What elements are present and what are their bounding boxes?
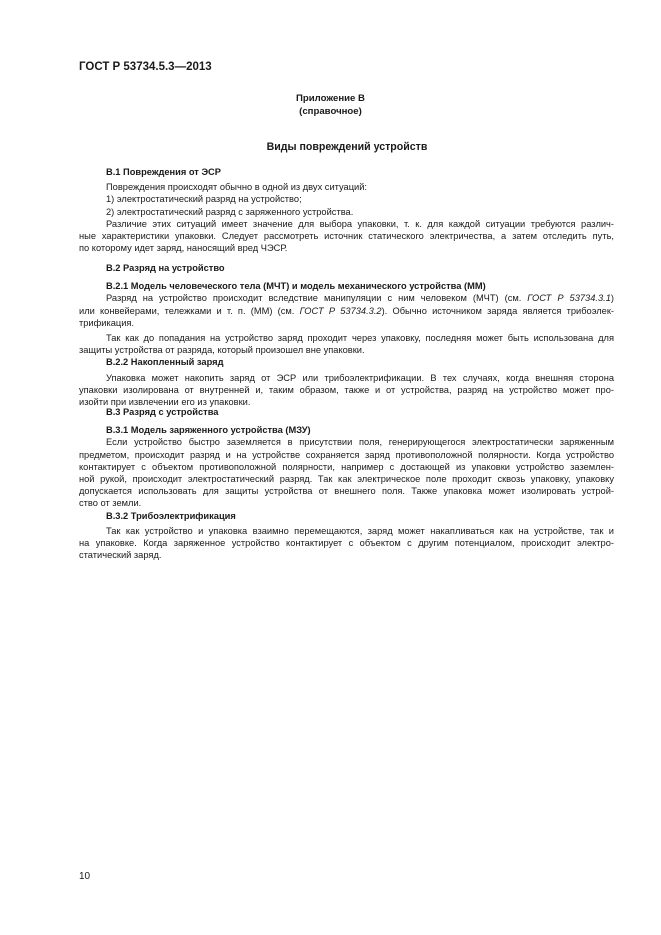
heading-b2-1: В.2.1 Модель человеческого тела (МЧТ) и модель механического устройства (ММ) [106, 281, 486, 292]
paragraph-line: Повреждения происходят обычно в одной из двух ситуаций: [106, 182, 368, 193]
paragraph-line: или конвейерами, тележками и т. п. (ММ) (см. ГОСТ Р 53734.3.2). Обычно источником заряда является трибоэлек- [79, 305, 614, 316]
paragraph-line: Разряд на устройство происходит вследствие манипуляции с ним человеком (МЧТ) (см. ГОСТ Р 53734.3.1) [106, 293, 614, 304]
paragraph-line: на упаковке. Когда заряженное устройство контактирует с объектом с другим потенциалом, происходит электро- [79, 538, 614, 549]
heading-b3-2: В.3.2 Трибоэлектрификация [106, 510, 236, 521]
paragraph-line: ной рукой, происходит электростатический разряд. Так как электрическое поле проходит сквозь упаковку, упаковку [79, 474, 614, 485]
heading-b2: В.2 Разряд на устройство [106, 263, 225, 273]
page-number: 10 [79, 871, 91, 882]
paragraph-line: Так как устройство и упаковка взаимно перемещаются, заряд может накапливаться как на устройстве, так и [106, 525, 614, 536]
heading-b3: В.3 Разряд с устройства [106, 407, 219, 417]
paragraph-line: изойти при извлечении его из упаковки. [79, 397, 251, 408]
annex-note: (справочное) [299, 106, 362, 117]
list-item: 1) электростатический разряд на устройство; [106, 194, 302, 205]
paragraph-line: ство от земли. [79, 498, 142, 509]
page-title: Виды повреждений устройств [266, 141, 428, 153]
heading-b1: В.1 Повреждения от ЭСР [106, 167, 221, 177]
paragraph-line: Так как до попадания на устройство заряд проходит через упаковку, последняя может быть использована для [106, 333, 614, 344]
paragraph-line: упаковки изолирована от внутренней и, таким образом, также и от устройства, разряд на устройство может про- [79, 384, 614, 395]
paragraph-line: Упаковка может накопить заряд от ЭСР или трибоэлектрификации. В тех случаях, когда внешняя сторона [106, 372, 614, 383]
paragraph-line: предметом, происходит разряд и на устройстве сохраняется заряд противоположной полярности. Когда устройство [79, 449, 614, 460]
section-b3 [79, 406, 614, 561]
paragraph-line: Различие этих ситуаций имеет значение для выбора упаковки, т. к. для каждой ситуации требуются различ- [106, 218, 614, 229]
paragraph-line: трификация. [79, 317, 135, 328]
list-item: 2) электростатический разряд с заряженного устройства. [106, 206, 354, 217]
section-b1 [79, 166, 614, 254]
paragraph-line: защиты устройства от разряда, который произошел вне упаковки. [79, 345, 365, 356]
annex-title: Приложение В [296, 93, 365, 104]
paragraph-line: статический заряд. [79, 550, 162, 561]
heading-b3-1: В.3.1 Модель заряженного устройства (МЗУ) [106, 425, 311, 436]
paragraph-line: Если устройство быстро заземляется в присутствии поля, генерирующегося электростатически заряженным [106, 437, 614, 448]
annex-label [0, 92, 661, 118]
paragraph-line: контактирует с объектом противоположной полярности, например с достающей из упаковки устройство заземлен- [79, 461, 614, 472]
document-header: ГОСТ Р 53734.5.3—2013 [79, 61, 212, 73]
standard-reference: ГОСТ Р 53734.3.2 [299, 305, 382, 316]
paragraph-line: по которому идет заряд, наносящий вред ЧЭСР. [79, 243, 288, 254]
standard-reference: ГОСТ Р 53734.3.1 [527, 293, 611, 304]
heading-b2-2: В.2.2 Накопленный заряд [106, 357, 224, 368]
paragraph-line: допускается использовать для защиты устройства от внешнего поля. Также упаковка может изолировать устрой- [79, 486, 614, 497]
section-b2 [79, 262, 614, 408]
paragraph-line: ные характеристики упаковки. Следует рассмотреть источник статического электричества, а затем отследить путь, [79, 231, 614, 242]
